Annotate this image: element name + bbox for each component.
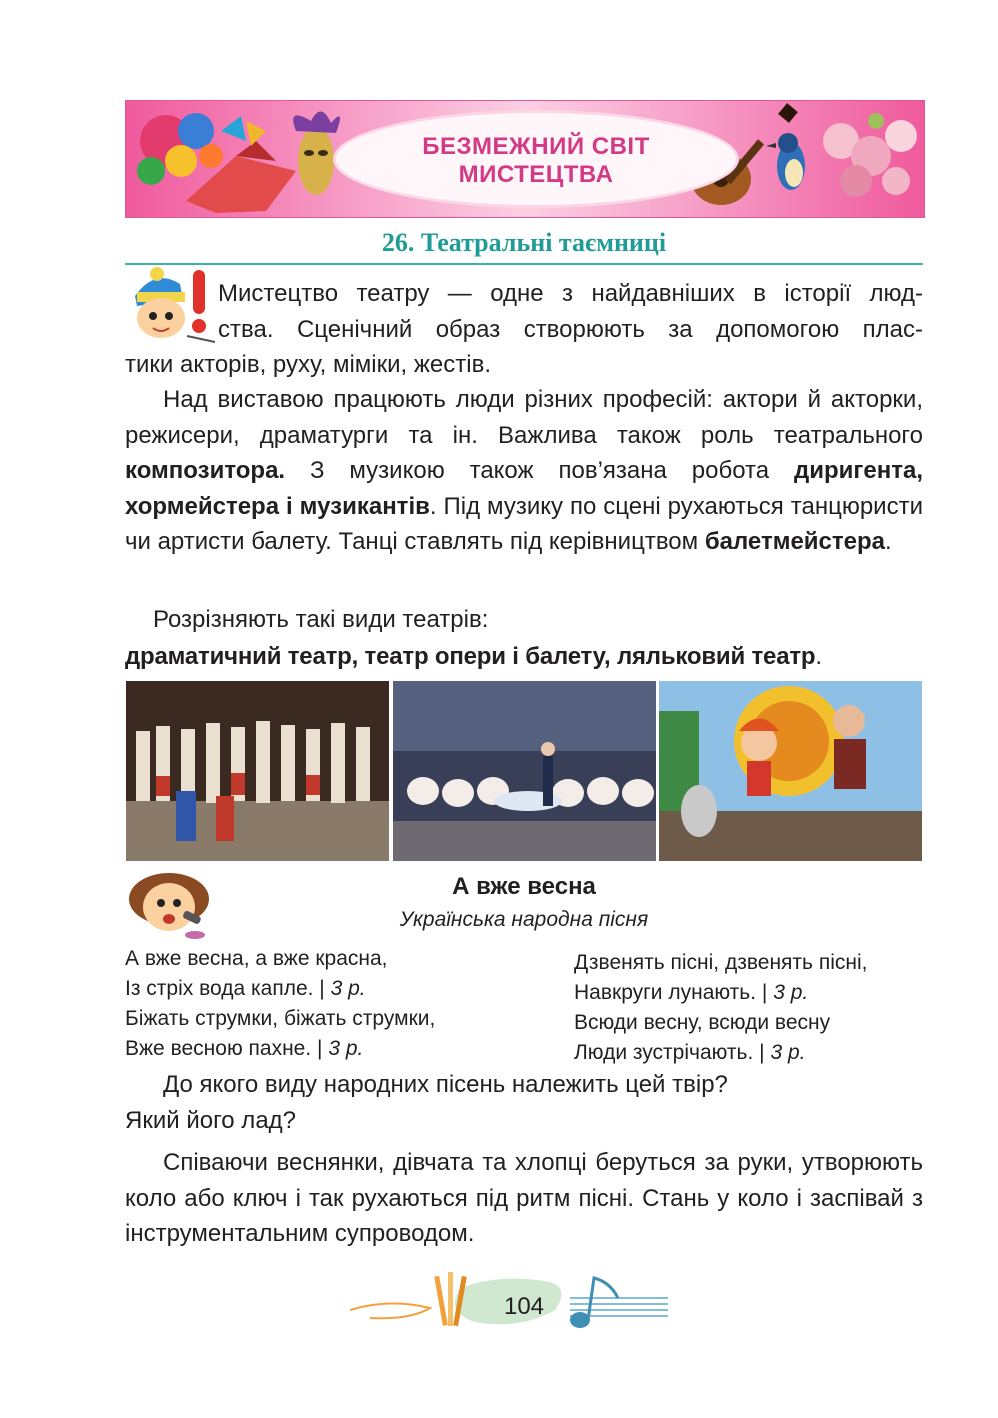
question-line2-wrap [125, 1103, 923, 1139]
intro-line3-wrap [125, 347, 923, 383]
intro-line1: Мистецтво театру — одне з найдавніших в історії люд- [218, 280, 923, 307]
intro-line2: ства. Сценічний образ створюють за допомогою плас- [218, 315, 923, 343]
question-line1-wrap [163, 1067, 923, 1103]
lyric-line: Всюди весну, всюди весну [574, 1011, 831, 1034]
types-list-wrap [125, 639, 925, 675]
bird-icon [766, 133, 805, 190]
intro-block [218, 276, 923, 347]
paintbrushes-icon [434, 1272, 467, 1326]
verse-right [574, 948, 867, 1068]
puppet-theatre-photo [659, 681, 922, 861]
flower-bouquet-icon [137, 113, 223, 185]
attention-boy-icon [125, 266, 217, 346]
question-line1: До якого виду народних пісень належить цей твір? [163, 1071, 728, 1098]
page-number: 104 [503, 1293, 545, 1320]
roses-icon [823, 113, 917, 197]
song-title: А вже весна [452, 873, 596, 900]
banner-title [336, 133, 736, 189]
types-list-line [125, 639, 925, 675]
section-title: 26. Театральні таємниці [381, 228, 667, 257]
drama-theatre-photo [126, 681, 389, 861]
intro-line3: тики акторів, руху, міміки, жестів. [125, 351, 491, 378]
music-staff-icon [570, 1278, 668, 1328]
carnival-mask-icon [293, 111, 340, 195]
professions-paragraph [125, 382, 923, 560]
title-rule [125, 263, 923, 265]
para2-text2: З музикою також пов’язана робота [285, 457, 794, 484]
final-text: Співаючи веснянки, дівчата та хлопці беруться за руки, утворюють коло або ключ і так рухаються під ритм пісні. Стань у коло і заспівай з інструментальним супроводом. [125, 1149, 923, 1247]
composer-term: композитора. [125, 457, 286, 484]
final-paragraph [125, 1145, 923, 1252]
lyric-line: Біжать струмки, біжать струмки, [125, 1007, 436, 1030]
types-list: драматичний театр, театр опери і балету, ляльковий театр [125, 643, 816, 670]
question-line2: Який його лад? [125, 1107, 297, 1134]
para2-text1: Над виставою працюють люди різних професій: актори й акторки, режисери, драматурги та ін. Важлива також роль театрального [125, 386, 923, 449]
lyric-line: Навкруги лунають. | 3 р. [574, 981, 809, 1004]
lyric-line: Дзвенять пісні, дзвенять пісні, [574, 951, 868, 974]
singing-girl-icon [125, 869, 217, 941]
verse-left [125, 944, 435, 1064]
lyric-line: А вже весна, а вже красна, [125, 947, 388, 970]
types-end: . [815, 643, 822, 670]
section-banner [125, 100, 925, 218]
banner-title-line1: БЕЗМЕЖНИЙ СВІТ [422, 133, 650, 160]
song-subtitle: Українська народна пісня [399, 908, 649, 931]
types-intro-wrap [153, 602, 923, 638]
banner-title-line2: МИСТЕЦТВА [458, 161, 614, 188]
conductor-term: диригента, хормейстера і музикантів [125, 457, 923, 520]
para2-text4: . [885, 528, 892, 555]
lyric-line: Вже весною пахне. | 3 р. [125, 1037, 364, 1060]
lyric-line: Із стріх вода капле. | 3 р. [125, 977, 366, 1000]
opera-ballet-photo [393, 681, 656, 861]
para2-text3: . Під музику по сцені рухаються танцюристи чи артисти балету. Танці ставлять під керівництвом [125, 492, 923, 555]
choreographer-term: балетмейстера [704, 528, 886, 555]
swirl-icon [350, 1303, 430, 1318]
types-intro: Розрізняють такі види театрів: [153, 606, 489, 633]
professions-text [125, 382, 923, 560]
lyric-line: Люди зустрічають. | 3 р. [574, 1041, 806, 1064]
